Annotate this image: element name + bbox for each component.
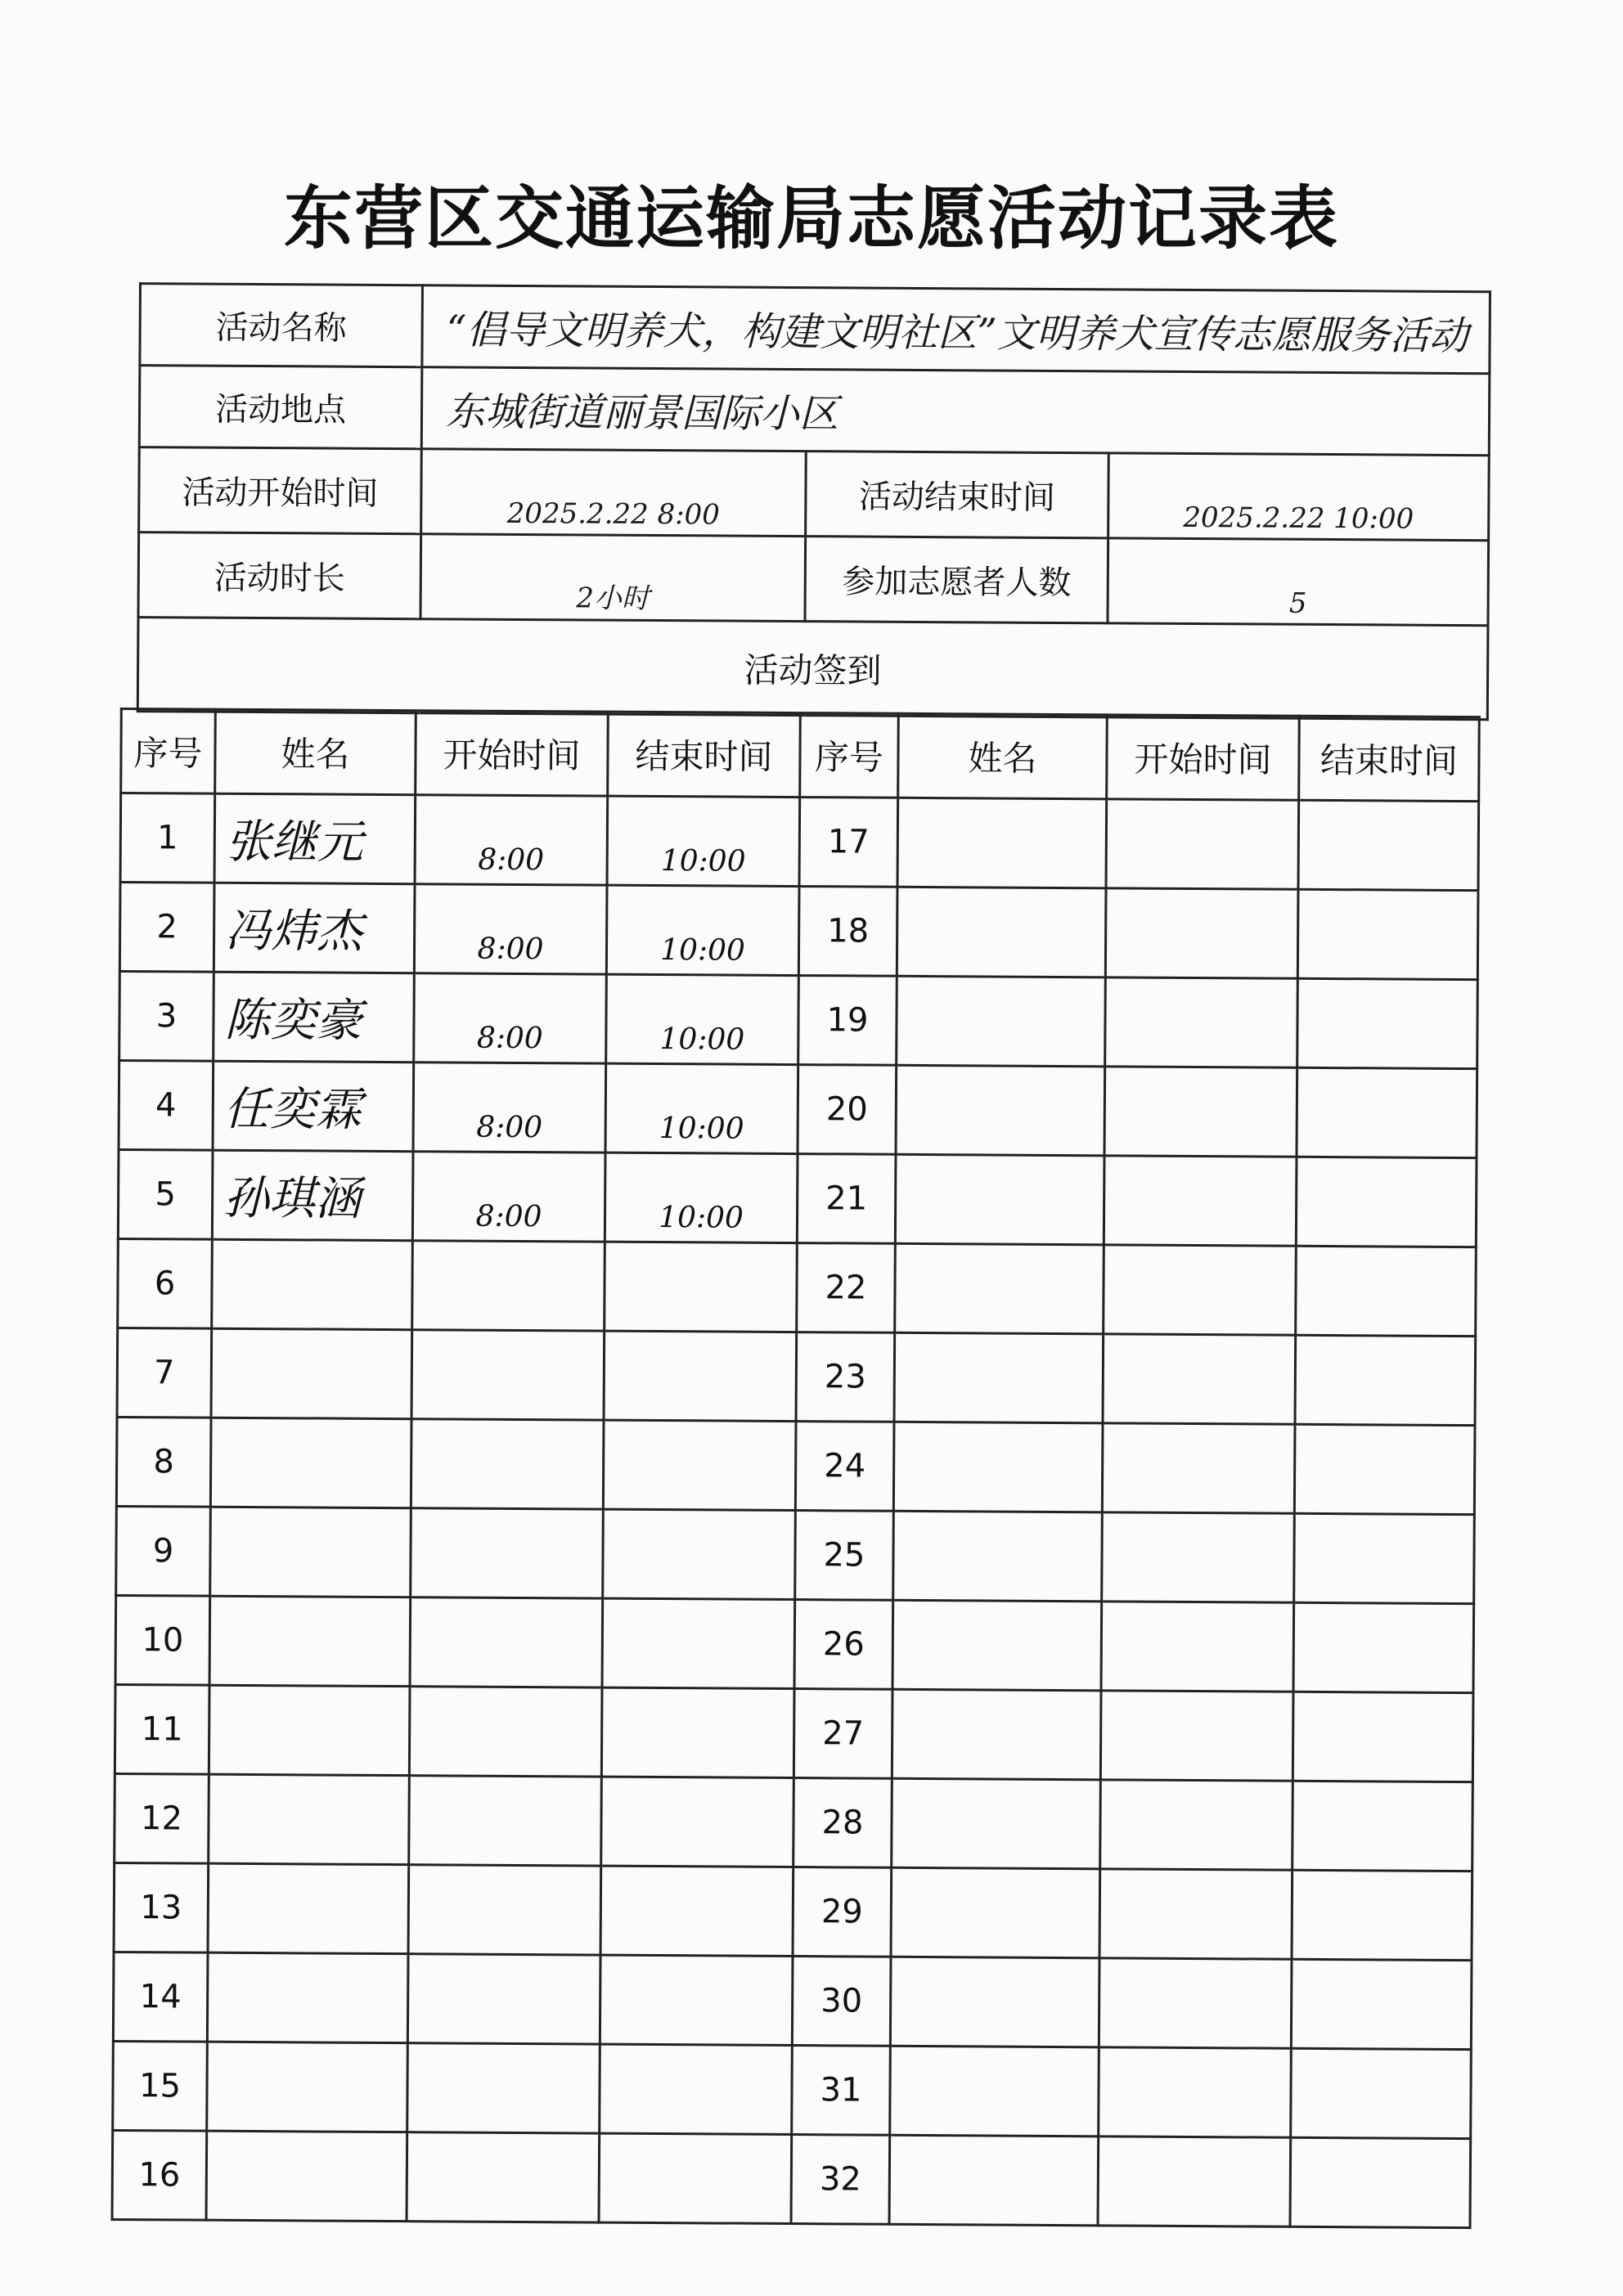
name-left-cell: 任奕霖	[213, 1061, 414, 1151]
name-right-cell	[892, 1778, 1101, 1869]
start-time-left-cell	[411, 1330, 605, 1420]
end-time-right-cell	[1294, 1513, 1475, 1603]
start-time-left-cell: 8:00	[413, 1063, 606, 1152]
end-time-left-cell: 10:00	[605, 1152, 798, 1242]
name-left-cell	[209, 1596, 411, 1686]
start-time-right-cell	[1100, 1691, 1293, 1781]
start-time-right-cell	[1099, 1958, 1292, 2048]
seq-right-cell: 26	[794, 1600, 893, 1690]
end-time-left-cell	[599, 2133, 792, 2223]
seq-right-cell: 32	[791, 2135, 890, 2225]
start-time-right-cell	[1104, 1156, 1297, 1246]
seq-right-cell: 27	[794, 1689, 892, 1779]
start-time-left-cell	[410, 1597, 603, 1687]
start-time-left-cell	[411, 1508, 604, 1598]
end-time-right-cell	[1297, 978, 1478, 1068]
start-time-right-cell	[1103, 1334, 1296, 1424]
start-time-left-cell: 8:00	[414, 884, 607, 974]
seq-left-cell: 11	[115, 1684, 209, 1774]
name-left-cell	[207, 1952, 408, 2042]
end-time-left-cell	[600, 2044, 793, 2134]
name-right-cell	[896, 1065, 1105, 1156]
table-row	[118, 1149, 1477, 1247]
header-name-right: 姓名	[898, 713, 1108, 799]
seq-right-cell: 31	[792, 2046, 891, 2136]
end-time-left-cell	[601, 1777, 794, 1867]
name-left-cell	[210, 1507, 411, 1597]
start-time-label: 活动开始时间	[139, 447, 422, 534]
start-time-right-cell	[1102, 1423, 1295, 1513]
header-no-right: 序号	[800, 713, 899, 798]
volunteer-count-label: 参加志愿者人数	[805, 537, 1108, 623]
sign-in-header-row	[137, 618, 1488, 720]
name-right-cell	[893, 1422, 1103, 1512]
end-time-left-cell	[601, 1687, 794, 1777]
activity-name-value: “倡导文明养犬，构建文明社区”文明养犬宣传志愿服务活动	[422, 285, 1490, 374]
start-time-left-cell	[408, 1865, 601, 1955]
table-row	[120, 793, 1479, 890]
seq-left-cell: 6	[118, 1238, 213, 1328]
name-left-cell: 陈奕豪	[214, 972, 415, 1062]
start-time-left-cell: 8:00	[415, 795, 608, 885]
activity-info-table	[137, 282, 1491, 721]
seq-right-cell: 17	[799, 798, 898, 887]
table-row	[115, 1773, 1473, 1871]
seq-left-cell: 4	[119, 1060, 214, 1150]
duration-value: 2小时	[420, 534, 806, 622]
seq-left-cell: 3	[119, 971, 214, 1061]
start-time-right-cell	[1106, 799, 1299, 889]
end-time-right-cell	[1291, 2048, 1472, 2138]
location-label: 活动地点	[139, 366, 422, 449]
end-time-right-cell	[1295, 1335, 1476, 1425]
seq-left-cell: 14	[113, 1952, 208, 2042]
start-time-left-cell	[407, 2043, 600, 2133]
end-time-right-cell	[1293, 1781, 1473, 1871]
record-form	[111, 282, 1497, 2199]
end-time-left-cell: 10:00	[606, 974, 799, 1064]
end-time-left-cell	[603, 1509, 796, 1599]
seq-right-cell: 25	[795, 1511, 894, 1601]
name-right-cell	[890, 2046, 1099, 2136]
name-left-cell	[211, 1328, 412, 1418]
name-left-cell	[207, 2042, 408, 2132]
name-right-cell	[897, 976, 1106, 1067]
seq-left-cell: 8	[116, 1417, 211, 1507]
start-time-left-cell	[411, 1419, 604, 1509]
end-time-left-cell	[600, 1866, 794, 1956]
seq-left-cell: 2	[119, 882, 214, 972]
seq-left-cell: 13	[114, 1862, 209, 1952]
start-time-left-cell: 8:00	[412, 1152, 605, 1242]
name-right-cell	[892, 1689, 1101, 1780]
start-time-left-cell: 8:00	[414, 973, 607, 1063]
seq-left-cell: 9	[116, 1506, 211, 1596]
seq-left-cell: 12	[115, 1773, 209, 1863]
table-row	[119, 971, 1478, 1068]
seq-right-cell: 28	[794, 1778, 892, 1868]
name-left-cell	[206, 2131, 407, 2221]
seq-right-cell: 21	[797, 1154, 896, 1244]
seq-right-cell: 24	[795, 1422, 894, 1512]
seq-right-cell: 19	[798, 976, 897, 1066]
start-time-right-cell	[1098, 2136, 1291, 2226]
end-time-right-cell	[1297, 889, 1478, 979]
start-time-left-cell	[409, 1776, 602, 1866]
location-row	[139, 366, 1490, 456]
end-time-label: 活动结束时间	[806, 452, 1109, 538]
end-time-right-cell	[1296, 1246, 1477, 1336]
start-time-right-cell	[1102, 1512, 1295, 1602]
seq-right-cell: 18	[798, 887, 897, 977]
seq-right-cell: 22	[797, 1243, 896, 1333]
seq-right-cell: 20	[798, 1065, 897, 1155]
seq-right-cell: 29	[793, 1867, 892, 1957]
seq-left-cell: 16	[112, 2130, 207, 2220]
name-right-cell	[889, 2135, 1099, 2226]
activity-name-row	[140, 284, 1490, 374]
duration-row	[138, 532, 1489, 626]
sign-in-section-title: 活动签到	[137, 618, 1488, 720]
seq-left-cell: 10	[115, 1595, 210, 1685]
activity-name-label: 活动名称	[140, 284, 423, 367]
name-right-cell	[890, 1957, 1099, 2047]
start-time-right-cell	[1099, 1869, 1293, 1959]
table-row	[116, 1506, 1475, 1603]
name-right-cell	[897, 887, 1106, 977]
name-right-cell	[895, 1243, 1104, 1334]
end-time-right-cell	[1293, 1692, 1473, 1782]
name-left-cell: 冯炜杰	[214, 883, 415, 973]
start-time-left-cell	[409, 1687, 602, 1777]
header-end-right: 结束时间	[1299, 716, 1480, 801]
end-time-value: 2025.2.22 10:00	[1108, 453, 1490, 541]
time-row	[139, 447, 1490, 541]
name-left-cell: 孙琪涵	[212, 1150, 413, 1240]
seq-right-cell: 30	[792, 1957, 891, 2047]
end-time-right-cell	[1291, 1959, 1472, 2049]
seq-right-cell: 23	[796, 1332, 895, 1422]
start-time-right-cell	[1104, 1245, 1297, 1335]
end-time-right-cell	[1290, 2137, 1471, 2227]
start-time-right-cell	[1099, 2047, 1292, 2137]
end-time-left-cell	[602, 1598, 795, 1688]
name-left-cell	[209, 1774, 410, 1864]
end-time-left-cell	[600, 1955, 793, 2045]
table-row	[112, 2130, 1471, 2227]
end-time-left-cell: 10:00	[607, 796, 800, 886]
name-left-cell: 张继元	[214, 793, 416, 883]
table-row	[119, 1060, 1477, 1157]
name-left-cell	[208, 1863, 409, 1953]
table-row	[114, 1862, 1472, 1960]
name-right-cell	[894, 1332, 1104, 1423]
table-row	[113, 1952, 1472, 2049]
table-row	[119, 882, 1478, 979]
header-start-right: 开始时间	[1107, 715, 1300, 800]
duration-label: 活动时长	[138, 532, 421, 619]
seq-left-cell: 5	[118, 1149, 213, 1239]
name-left-cell	[210, 1418, 411, 1507]
start-time-value: 2025.2.22 8:00	[421, 449, 807, 537]
table-row	[115, 1595, 1474, 1692]
sign-in-header	[121, 708, 1480, 801]
header-end-left: 结束时间	[608, 712, 801, 797]
start-time-right-cell	[1105, 888, 1298, 978]
sign-in-table	[111, 708, 1481, 2229]
table-row	[117, 1328, 1476, 1425]
sign-in-rows	[112, 793, 1479, 2227]
start-time-right-cell	[1104, 1067, 1297, 1157]
header-name-left: 姓名	[215, 709, 416, 794]
name-right-cell	[895, 1154, 1104, 1245]
name-left-cell	[212, 1239, 413, 1329]
page-title: 东营区交通运输局志愿活动记录表	[283, 177, 1339, 258]
end-time-right-cell	[1298, 800, 1479, 890]
start-time-right-cell	[1100, 1780, 1293, 1870]
end-time-left-cell: 10:00	[606, 885, 799, 975]
volunteer-count-value: 5	[1108, 538, 1489, 626]
end-time-right-cell	[1294, 1424, 1475, 1514]
header-start-left: 开始时间	[416, 711, 609, 796]
end-time-right-cell	[1293, 1602, 1474, 1692]
table-row	[116, 1417, 1475, 1514]
name-left-cell	[209, 1685, 410, 1775]
end-time-left-cell	[604, 1331, 797, 1421]
end-time-right-cell	[1292, 1870, 1472, 1960]
name-right-cell	[893, 1511, 1103, 1602]
seq-left-cell: 15	[113, 2041, 208, 2131]
name-right-cell	[897, 798, 1107, 888]
table-row	[115, 1684, 1473, 1782]
start-time-right-cell	[1101, 1602, 1294, 1692]
end-time-left-cell	[605, 1242, 798, 1332]
end-time-left-cell	[603, 1420, 796, 1510]
name-right-cell	[892, 1600, 1102, 1691]
end-time-right-cell	[1296, 1157, 1477, 1247]
header-no-left: 序号	[121, 708, 216, 793]
start-time-left-cell	[412, 1241, 605, 1331]
end-time-left-cell: 10:00	[605, 1063, 798, 1153]
start-time-left-cell	[407, 2132, 600, 2222]
name-right-cell	[891, 1867, 1100, 1958]
table-row	[118, 1238, 1477, 1336]
location-value: 东城街道丽景国际小区	[421, 367, 1490, 456]
seq-left-cell: 7	[117, 1328, 212, 1418]
start-time-left-cell	[407, 1954, 600, 2044]
seq-left-cell: 1	[120, 793, 215, 883]
start-time-right-cell	[1105, 977, 1298, 1067]
end-time-right-cell	[1297, 1067, 1477, 1157]
table-row	[113, 2041, 1472, 2138]
